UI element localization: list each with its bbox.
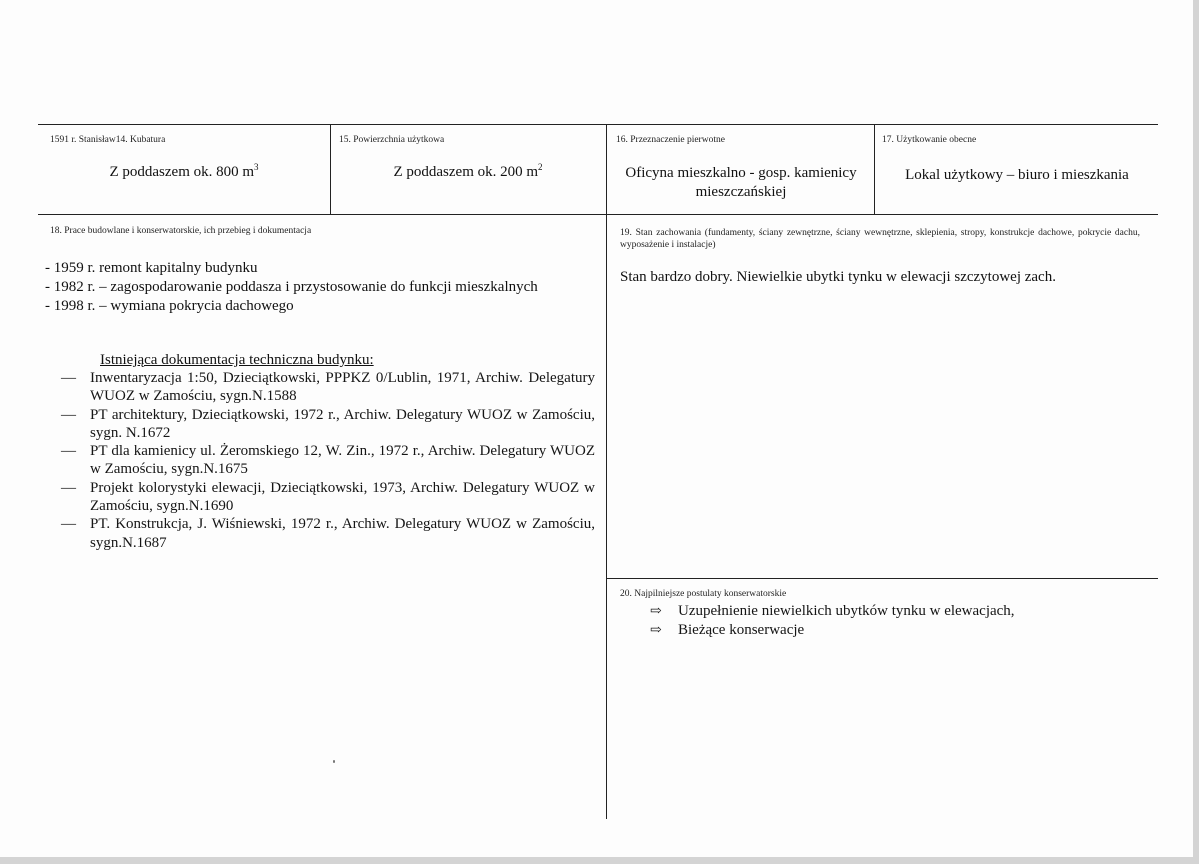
scan-edge-right bbox=[1193, 0, 1199, 864]
section20-top-rule bbox=[606, 578, 1158, 579]
documentation-item-text: Inwentaryzacja 1:50, Dzieciątkowski, PPPKZ 0/Lublin, 1971, Archiw. Delegatury WUOZ w Zamościu, sygn.N.1588 bbox=[90, 370, 595, 405]
section-18-label: 18. Prace budowlane i konserwatorskie, ich przebieg i dokumentacja bbox=[50, 226, 312, 236]
section-19-label: 19. Stan zachowania (fundamenty, ściany zewnętrzne, ściany wewnętrzne, sklepienia, stropy, konstrukcje dachowe, pokrycie dachu, wyposażenie i instalacje) bbox=[620, 228, 1140, 250]
field-15-text: Z poddaszem ok. 200 m bbox=[393, 164, 539, 180]
row1-bottom-rule bbox=[38, 214, 1158, 215]
dash-bullet: — bbox=[61, 406, 76, 423]
field-14-value bbox=[40, 163, 328, 182]
field-14-label: 1591 r. Stanisław14. Kubatura bbox=[50, 135, 166, 145]
postulate-text: Bieżące konserwacje bbox=[678, 622, 805, 638]
documentation-heading: Istniejąca dokumentacja techniczna budynku: bbox=[100, 352, 374, 368]
postulate-text: Uzupełnienie niewielkich ubytków tynku w elewacjach, bbox=[678, 603, 1015, 619]
documentation-item bbox=[61, 442, 595, 479]
dash-bullet: — bbox=[61, 479, 76, 496]
arrow-right-icon: ⇨ bbox=[650, 623, 662, 638]
divider-14-15 bbox=[330, 124, 331, 215]
condition-text: Stan bardzo dobry. Niewielkie ubytki tynku w elewacji szczytowej zach. bbox=[620, 269, 1056, 285]
works-item: - 1959 r. remont kapitalny budynku bbox=[45, 260, 258, 276]
works-list bbox=[45, 259, 605, 316]
field-15-value bbox=[332, 163, 604, 182]
field-14-sup: 3 bbox=[254, 162, 259, 172]
scan-edge-bottom bbox=[0, 857, 1199, 864]
documentation-list bbox=[61, 369, 595, 552]
divider-16-17 bbox=[874, 124, 875, 215]
documentation-item bbox=[61, 369, 595, 406]
documentation-item-text: Projekt kolorystyki elewacji, Dzieciątkowski, 1973, Archiw. Delegatury WUOZ w Zamościu, sygn.N.1690 bbox=[90, 479, 595, 515]
divider-15-16 bbox=[606, 124, 607, 819]
field-14-text: Z poddaszem ok. 800 m bbox=[109, 164, 255, 180]
works-item: - 1982 r. – zagospodarowanie poddasza i przystosowanie do funkcji mieszkalnych bbox=[45, 279, 538, 295]
dash-bullet: — bbox=[61, 370, 76, 386]
postulate-item bbox=[650, 602, 1015, 621]
scan-speck bbox=[333, 760, 335, 763]
documentation-item-text: PT dla kamienicy ul. Żeromskiego 12, W. Zin., 1972 r., Archiw. Delegatury WUOZ w Zamościu, sygn.N.1675 bbox=[90, 443, 595, 478]
row1-top-rule bbox=[38, 124, 1158, 125]
postulate-item bbox=[650, 621, 1015, 640]
field-15-sup: 2 bbox=[538, 162, 543, 172]
documentation-item-text: PT architektury, Dzieciątkowski, 1972 r., Archiw. Delegatury WUOZ w Zamościu, sygn. N.1672 bbox=[90, 406, 595, 441]
works-item: - 1998 r. – wymiana pokrycia dachowego bbox=[45, 298, 294, 314]
arrow-right-icon: ⇨ bbox=[650, 604, 662, 619]
documentation-item bbox=[61, 406, 595, 443]
documentation-item bbox=[61, 515, 595, 552]
postulates-list bbox=[650, 602, 1015, 640]
section-20-label: 20. Najpilniejsze postulaty konserwatorskie bbox=[620, 589, 787, 599]
field-17-label: 17. Użytkowanie obecne bbox=[882, 135, 977, 145]
documentation-item-text: PT. Konstrukcja, J. Wiśniewski, 1972 r., Archiw. Delegatury WUOZ w Zamościu, sygn.N.1687 bbox=[90, 516, 595, 551]
dash-bullet: — bbox=[61, 516, 76, 533]
dash-bullet: — bbox=[61, 443, 76, 460]
field-16-value: Oficyna mieszkalno - gosp. kamienicy mieszczańskiej bbox=[625, 165, 857, 200]
documentation-item bbox=[61, 479, 595, 516]
field-15-label: 15. Powierzchnia użytkowa bbox=[339, 135, 445, 145]
field-17-value: Lokal użytkowy – biuro i mieszkania bbox=[905, 167, 1129, 183]
field-16-label: 16. Przeznaczenie pierwotne bbox=[616, 135, 725, 145]
